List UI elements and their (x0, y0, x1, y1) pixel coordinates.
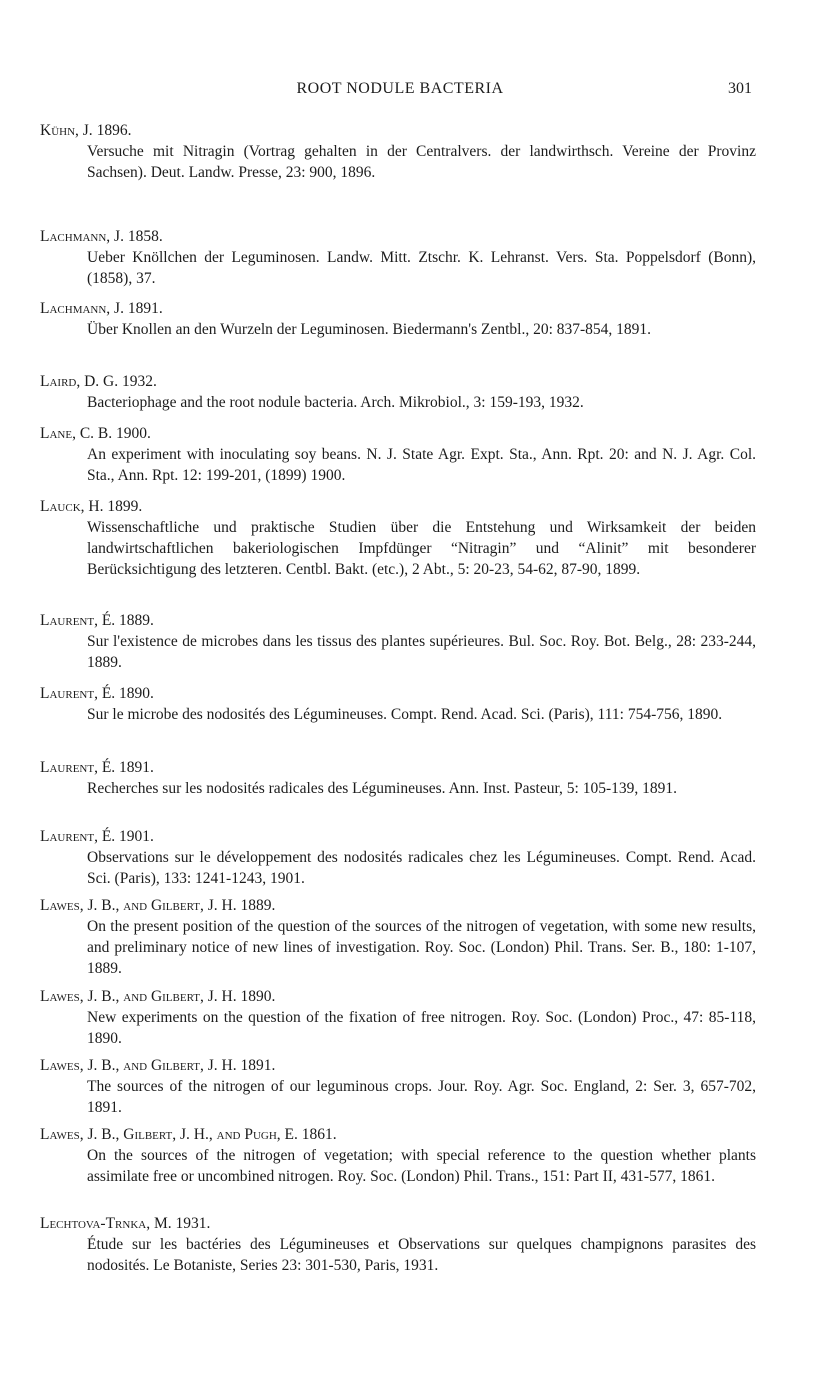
entry-citation: New experiments on the question of the fixation of free nitrogen. Roy. Soc. (London) Proc., 47: 85-118, 1890. (87, 1009, 756, 1047)
entry-year: 1890. (119, 685, 154, 702)
entry-citation: Sur l'existence de microbes dans les tissus des plantes supérieures. Bul. Soc. Roy. Bot. Belg., 28: 233-244, 1889. (87, 633, 756, 671)
entry-author: Lauck, H. (40, 498, 104, 515)
running-title: ROOT NODULE BACTERIA (296, 80, 504, 97)
entry-citation: Ueber Knöllchen der Leguminosen. Landw. Mitt. Ztschr. K. Lehranst. Vers. Sta. Poppelsdorf (Bonn), (1858), 37. (87, 249, 756, 287)
entry-author-line (40, 683, 756, 704)
entry-year: 1932. (122, 373, 157, 390)
entry-author: Lawes, J. B., and Gilbert, J. H. (40, 1057, 237, 1074)
entry-citation: Observations sur le développement des nodosités radicales chez les Légumineuses. Compt. Rend. Acad. Sci. (Paris), 133: 1241-1243, 1901. (87, 849, 756, 887)
entry-author-line (40, 423, 756, 444)
entry-citation: Sur le microbe des nodosités des Légumineuses. Compt. Rend. Acad. Sci. (Paris), 111: 754-756, 1890. (87, 706, 723, 723)
reference-entry (40, 371, 756, 413)
entry-author-line (40, 1124, 756, 1145)
reference-entry (40, 826, 756, 889)
entry-author: Lachmann, J. (40, 228, 124, 245)
entry-author: Lachmann, J. (40, 300, 124, 317)
entry-year: 1891. (119, 759, 154, 776)
entry-author: Lane, C. B. (40, 425, 113, 442)
entry-author: Lawes, J. B., Gilbert, J. H., and Pugh, E. (40, 1126, 298, 1143)
reference-entry (40, 757, 756, 799)
entry-author-line (40, 895, 756, 916)
entry-citation: Wissenschaftliche und praktische Studien über die Entstehung und Wirksamkeit der beiden landwirtschaftlichen bakeriologischen Impfdünger “Nitragin” und “Alinit” mit besonderer Berücksichtigung des letzteren. Centbl. Bakt. (etc.), 2 Abt., 5: 20-23, 54-62, 87-90, 1899. (87, 519, 756, 578)
entry-year: 1891. (240, 1057, 276, 1074)
entry-year: 1900. (116, 425, 151, 442)
entry-citation: On the sources of the nitrogen of vegetation; with special reference to the question whether plants assimilate free or uncombined nitrogen. Roy. Soc. (London) Phil. Trans., 151: Part II, 431-577, 1861. (87, 1147, 756, 1185)
entry-author: Kühn, J. (40, 122, 93, 139)
reference-entry (40, 1124, 756, 1187)
entry-author-line (40, 826, 756, 847)
entry-author-line (40, 1213, 756, 1234)
entry-year: 1891. (127, 300, 163, 317)
entry-citation: Étude sur les bactéries des Légumineuses et Observations sur quelques champignons parasites des nodosités. Le Botaniste, Series 23: 301-530, Paris, 1931. (87, 1236, 756, 1274)
reference-entry (40, 1055, 756, 1118)
entry-author: Lechtova-Trnka, M. (40, 1215, 172, 1232)
entry-author-line (40, 371, 756, 392)
entry-author-line (40, 298, 756, 319)
reference-entry (40, 496, 756, 580)
entry-author: Lawes, J. B., and Gilbert, J. H. (40, 988, 237, 1005)
entry-year: 1890. (240, 988, 276, 1005)
entry-author-line (40, 496, 756, 517)
entry-author: Laurent, É. (40, 828, 116, 845)
entry-author-line (40, 226, 756, 247)
entry-citation: Über Knollen an den Wurzeln der Leguminosen. Biedermann's Zentbl., 20: 837-854, 1891. (87, 321, 652, 338)
entry-citation: Recherches sur les nodosités radicales des Légumineuses. Ann. Inst. Pasteur, 5: 105-139, 1891. (87, 780, 677, 797)
entry-author: Laird, D. G. (40, 373, 119, 390)
entry-author-line (40, 986, 756, 1007)
reference-entry (40, 120, 756, 183)
entry-author-line (40, 1055, 756, 1076)
reference-entry (40, 226, 756, 289)
entry-citation: An experiment with inoculating soy beans. N. J. State Agr. Expt. Sta., Ann. Rpt. 20: and N. J. Agr. Col. Sta., Ann. Rpt. 12: 199-201, (1899) 1900. (87, 446, 756, 484)
entry-author: Lawes, J. B., and Gilbert, J. H. (40, 897, 237, 914)
entry-year: 1889. (119, 612, 154, 629)
entry-author-line (40, 610, 756, 631)
entry-citation: The sources of the nitrogen of our leguminous crops. Jour. Roy. Agr. Soc. England, 2: Ser. 3, 657-702, 1891. (87, 1078, 756, 1116)
entry-author-line (40, 120, 756, 141)
entry-year: 1861. (301, 1126, 337, 1143)
reference-entry (40, 610, 756, 673)
entry-year: 1896. (96, 122, 132, 139)
entry-citation: Versuche mit Nitragin (Vortrag gehalten in der Centralvers. der landwirthsch. Vereine der Provinz Sachsen). Deut. Landw. Presse, 23: 900, 1896. (87, 143, 756, 181)
entry-author: Laurent, É. (40, 759, 116, 776)
reference-entry (40, 1213, 756, 1276)
entry-author-line (40, 757, 756, 778)
entry-author: Laurent, É. (40, 685, 116, 702)
reference-entry (40, 986, 756, 1049)
entry-year: 1901. (119, 828, 154, 845)
reference-entry (40, 423, 756, 486)
entry-citation: On the present position of the question of the sources of the nitrogen of vegetation, with some new results, and preliminary notice of new lines of investigation. Roy. Soc. (London) Phil. Trans. Ser. B., 180: 1-107, 1889. (87, 918, 756, 977)
entry-author: Laurent, É. (40, 612, 116, 629)
entry-year: 1858. (127, 228, 163, 245)
page-header (40, 80, 760, 102)
entry-citation: Bacteriophage and the root nodule bacteria. Arch. Mikrobiol., 3: 159-193, 1932. (87, 394, 584, 411)
entry-year: 1899. (107, 498, 143, 515)
page-number: 301 (728, 80, 752, 97)
entry-year: 1931. (175, 1215, 211, 1232)
reference-entry (40, 298, 756, 340)
entry-year: 1889. (240, 897, 276, 914)
reference-entry (40, 683, 756, 725)
reference-entry (40, 895, 756, 979)
